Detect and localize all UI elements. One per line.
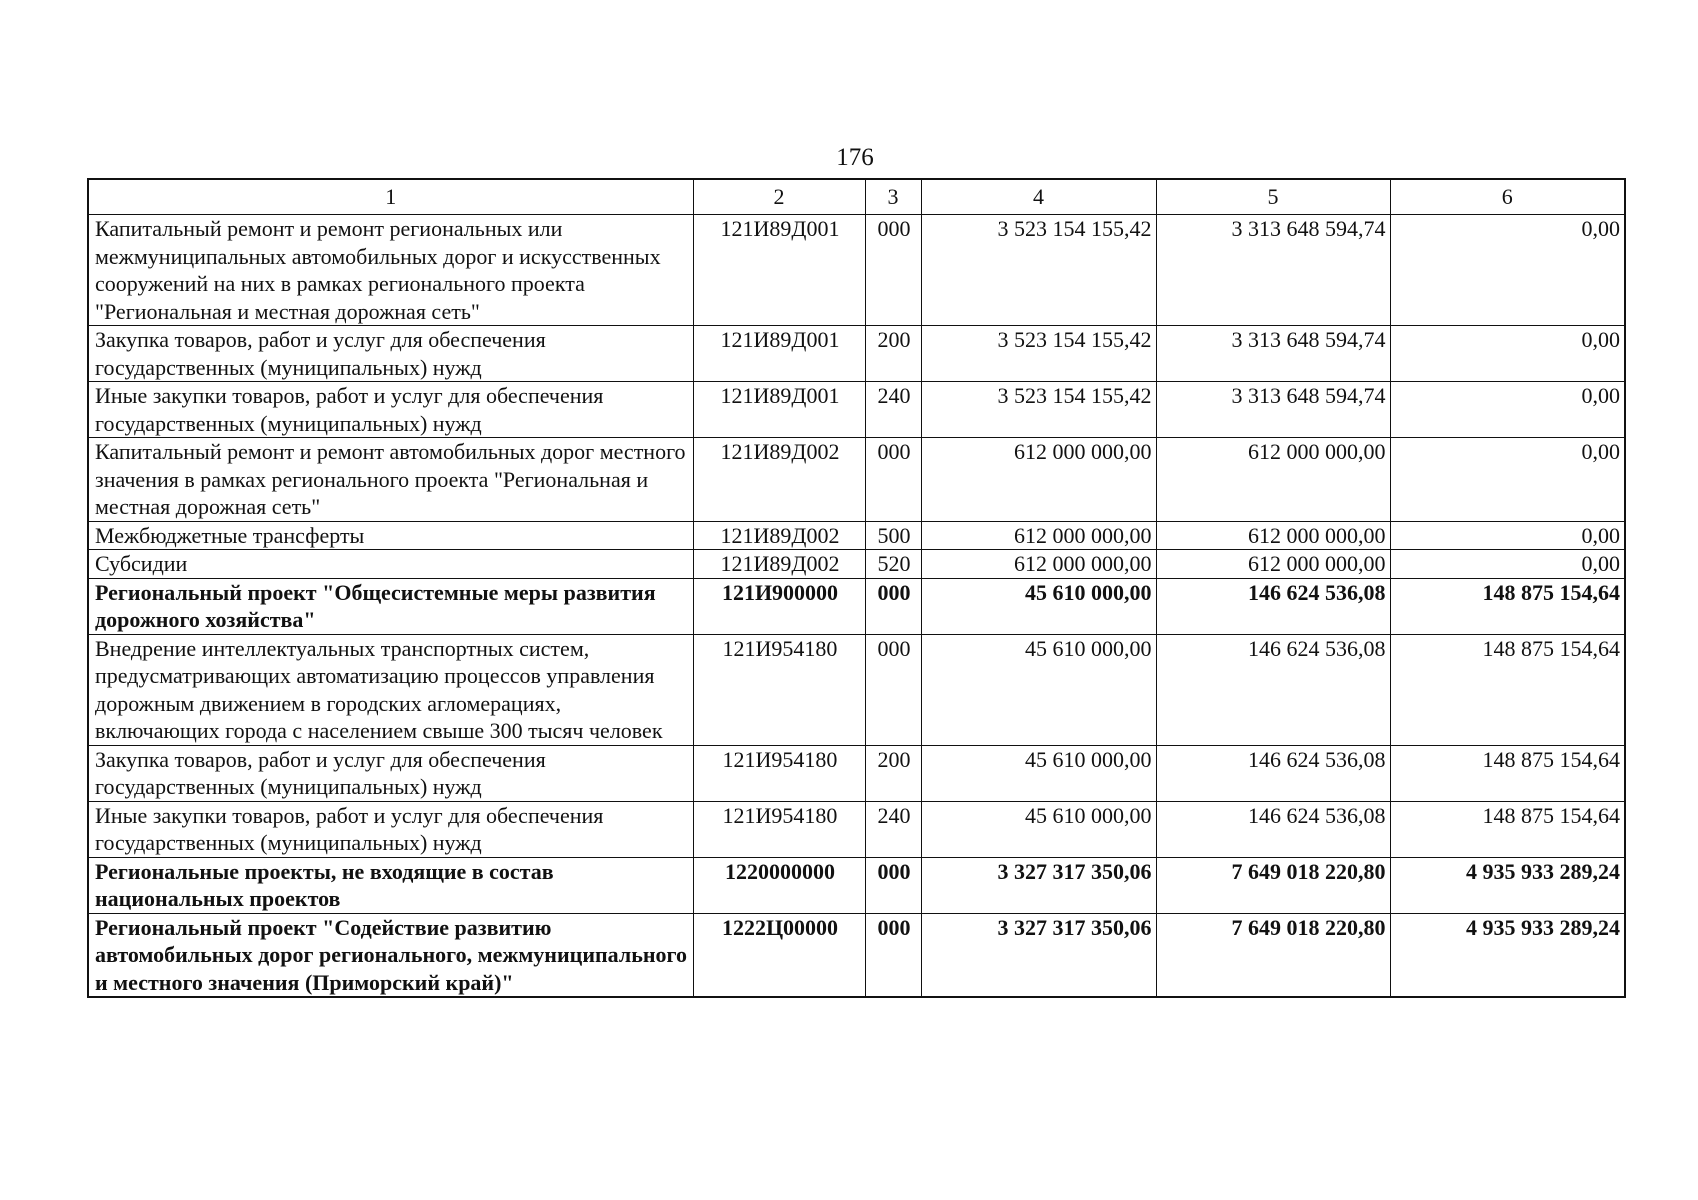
amount-col6-cell: 0,00 xyxy=(1390,521,1625,550)
amount-col6-cell: 4 935 933 289,24 xyxy=(1390,913,1625,997)
expense-type-cell: 000 xyxy=(865,634,921,745)
amount-col6-cell: 0,00 xyxy=(1390,382,1625,438)
amount-col4-cell: 3 327 317 350,06 xyxy=(921,857,1156,913)
expense-type-cell: 240 xyxy=(865,801,921,857)
expense-type-cell: 500 xyxy=(865,521,921,550)
row-name-cell: Закупка товаров, работ и услуг для обеспечения государственных (муниципальных) нужд xyxy=(88,326,693,382)
amount-col5-cell: 612 000 000,00 xyxy=(1156,550,1390,579)
target-code-cell: 1220000000 xyxy=(693,857,865,913)
target-code-cell: 121И89Д002 xyxy=(693,438,865,522)
table-row xyxy=(88,857,1625,913)
amount-col4-cell: 45 610 000,00 xyxy=(921,745,1156,801)
expense-type-cell: 000 xyxy=(865,857,921,913)
table-row xyxy=(88,521,1625,550)
amount-col5-cell: 146 624 536,08 xyxy=(1156,745,1390,801)
row-name-cell: Региональные проекты, не входящие в состав национальных проектов xyxy=(88,857,693,913)
expense-type-cell: 200 xyxy=(865,326,921,382)
row-name-cell: Региональный проект "Содействие развитию автомобильных дорог регионального, межмуниципального и местного значения (Приморский край)" xyxy=(88,913,693,997)
amount-col6-cell: 148 875 154,64 xyxy=(1390,801,1625,857)
row-name-cell: Региональный проект "Общесистемные меры развития дорожного хозяйства" xyxy=(88,578,693,634)
table-row xyxy=(88,215,1625,326)
row-name-cell: Внедрение интеллектуальных транспортных систем, предусматривающих автоматизацию процессов управления дорожным движением в городских агломерациях, включающих города с населением свыше 300 тысяч человек xyxy=(88,634,693,745)
amount-col4-cell: 3 523 154 155,42 xyxy=(921,215,1156,326)
row-name-cell: Капитальный ремонт и ремонт региональных или межмуниципальных автомобильных дорог и искусственных сооружений на них в рамках регионального проекта "Региональная и местная дорожная сеть" xyxy=(88,215,693,326)
amount-col6-cell: 148 875 154,64 xyxy=(1390,578,1625,634)
target-code-cell: 121И900000 xyxy=(693,578,865,634)
target-code-cell: 121И954180 xyxy=(693,745,865,801)
amount-col6-cell: 0,00 xyxy=(1390,326,1625,382)
amount-col5-cell: 3 313 648 594,74 xyxy=(1156,382,1390,438)
expense-type-cell: 000 xyxy=(865,578,921,634)
table-row xyxy=(88,578,1625,634)
row-name-cell: Закупка товаров, работ и услуг для обеспечения государственных (муниципальных) нужд xyxy=(88,745,693,801)
amount-col5-cell: 612 000 000,00 xyxy=(1156,521,1390,550)
expense-type-cell: 520 xyxy=(865,550,921,579)
target-code-cell: 121И89Д001 xyxy=(693,215,865,326)
amount-col4-cell: 612 000 000,00 xyxy=(921,550,1156,579)
amount-col6-cell: 0,00 xyxy=(1390,438,1625,522)
amount-col5-cell: 3 313 648 594,74 xyxy=(1156,215,1390,326)
amount-col6-cell: 148 875 154,64 xyxy=(1390,745,1625,801)
table-row xyxy=(88,438,1625,522)
column-header-4: 4 xyxy=(921,179,1156,215)
target-code-cell: 121И89Д002 xyxy=(693,521,865,550)
amount-col6-cell: 0,00 xyxy=(1390,215,1625,326)
target-code-cell: 1222Ц00000 xyxy=(693,913,865,997)
table-row xyxy=(88,913,1625,997)
budget-table xyxy=(87,178,1626,998)
expense-type-cell: 240 xyxy=(865,382,921,438)
amount-col5-cell: 146 624 536,08 xyxy=(1156,578,1390,634)
page-number: 176 xyxy=(836,144,874,171)
table-row xyxy=(88,326,1625,382)
table-row xyxy=(88,634,1625,745)
row-name-cell: Межбюджетные трансферты xyxy=(88,521,693,550)
amount-col5-cell: 146 624 536,08 xyxy=(1156,801,1390,857)
amount-col4-cell: 3 523 154 155,42 xyxy=(921,382,1156,438)
column-number-row xyxy=(88,179,1625,215)
expense-type-cell: 000 xyxy=(865,438,921,522)
row-name-cell: Капитальный ремонт и ремонт автомобильных дорог местного значения в рамках регионального проекта "Региональная и местная дорожная сеть" xyxy=(88,438,693,522)
target-code-cell: 121И954180 xyxy=(693,634,865,745)
amount-col5-cell: 612 000 000,00 xyxy=(1156,438,1390,522)
amount-col6-cell: 0,00 xyxy=(1390,550,1625,579)
amount-col6-cell: 4 935 933 289,24 xyxy=(1390,857,1625,913)
amount-col6-cell: 148 875 154,64 xyxy=(1390,634,1625,745)
column-header-2: 2 xyxy=(693,179,865,215)
expense-type-cell: 200 xyxy=(865,745,921,801)
row-name-cell: Иные закупки товаров, работ и услуг для обеспечения государственных (муниципальных) нужд xyxy=(88,382,693,438)
amount-col5-cell: 3 313 648 594,74 xyxy=(1156,326,1390,382)
amount-col4-cell: 45 610 000,00 xyxy=(921,801,1156,857)
expense-type-cell: 000 xyxy=(865,215,921,326)
column-header-5: 5 xyxy=(1156,179,1390,215)
amount-col4-cell: 612 000 000,00 xyxy=(921,438,1156,522)
amount-col4-cell: 3 327 317 350,06 xyxy=(921,913,1156,997)
target-code-cell: 121И89Д001 xyxy=(693,326,865,382)
table-row xyxy=(88,550,1625,579)
amount-col4-cell: 612 000 000,00 xyxy=(921,521,1156,550)
table-row xyxy=(88,745,1625,801)
amount-col5-cell: 146 624 536,08 xyxy=(1156,634,1390,745)
column-header-1: 1 xyxy=(88,179,693,215)
amount-col4-cell: 3 523 154 155,42 xyxy=(921,326,1156,382)
table-row xyxy=(88,382,1625,438)
expense-type-cell: 000 xyxy=(865,913,921,997)
column-header-3: 3 xyxy=(865,179,921,215)
target-code-cell: 121И954180 xyxy=(693,801,865,857)
amount-col4-cell: 45 610 000,00 xyxy=(921,634,1156,745)
row-name-cell: Субсидии xyxy=(88,550,693,579)
row-name-cell: Иные закупки товаров, работ и услуг для обеспечения государственных (муниципальных) нужд xyxy=(88,801,693,857)
target-code-cell: 121И89Д001 xyxy=(693,382,865,438)
target-code-cell: 121И89Д002 xyxy=(693,550,865,579)
column-header-6: 6 xyxy=(1390,179,1625,215)
amount-col4-cell: 45 610 000,00 xyxy=(921,578,1156,634)
amount-col5-cell: 7 649 018 220,80 xyxy=(1156,857,1390,913)
amount-col5-cell: 7 649 018 220,80 xyxy=(1156,913,1390,997)
table-row xyxy=(88,801,1625,857)
